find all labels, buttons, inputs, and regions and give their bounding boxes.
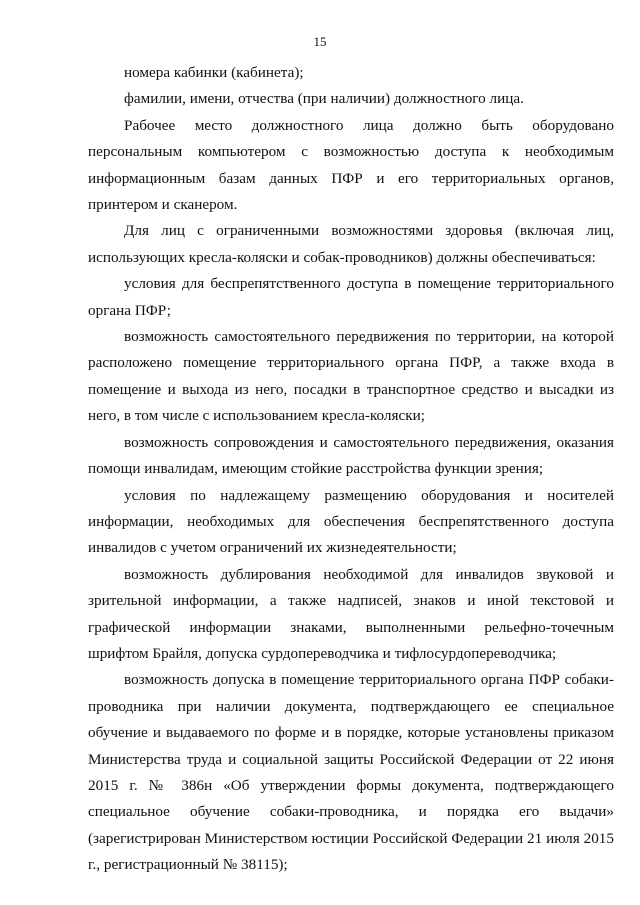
page-number: 15: [313, 34, 327, 49]
paragraph-official-name: фамилии, имени, отчества (при наличии) должностного лица.: [124, 90, 524, 108]
paragraph-cabin-number: номера кабинки (кабинета);: [124, 64, 304, 81]
paragraph-equipment-placement: условия по надлежащему размещению оборудования и носителей информации, необходимых для обеспечения беспрепятственного доступа инвалидов с учетом ограничений их жизнедеятельности;: [88, 486, 614, 557]
paragraph-assistance: возможность сопровождения и самостоятельного передвижения, оказания помощи инвалидам, имеющим стойкие расстройства функции зрения;: [88, 433, 614, 478]
paragraph-workplace: Рабочее место должностного лица должно быть оборудовано персональным компьютером с возможностью доступа к необходимым информационным базам данных ПФР и его территориальных органов, принтером и сканером.: [88, 116, 614, 214]
paragraph-guide-dog: возможность допуска в помещение территориального органа ПФР собаки-проводника при наличии документа, подтверждающего ее специальное обучение и выдаваемого по форме и в порядке, которые установлены приказом Министерства труда и социальной защиты Российской Федерации от 22 июня 2015 г. № 386н «Об утверждении формы документа, подтверждающего специальное обучение собаки-проводника, и порядка его выдачи» (зарегистрирован Министерством юстиции Российской Федерации 21 июля 2015 г., регистрационный № 38115);: [88, 671, 614, 874]
paragraph-information-duplication: возможность дублирования необходимой для инвалидов звуковой и зрительной информации, а также надписей, знаков и иной текстовой и графической информации знаками, выполненными рельефно-точечным шрифтом Брайля, допуска сурдопереводчика и тифлосурдопереводчика;: [88, 565, 614, 662]
paragraph-disabled-persons: Для лиц с ограниченными возможностями здоровья (включая лиц, использующих кресла-коляски и собак-проводников) должны обеспечиваться:: [88, 222, 614, 266]
paragraph-independent-movement: возможность самостоятельного передвижения по территории, на которой расположено помещение территориального органа ПФР, а также входа в помещение и выхода из него, посадки в транспортное средство и высадки из него, в том числе с использованием кресла-коляски;: [88, 328, 614, 425]
document-body: [88, 60, 614, 879]
paragraph-access-conditions: условия для беспрепятственного доступа в помещение территориального органа ПФР;: [88, 275, 614, 319]
